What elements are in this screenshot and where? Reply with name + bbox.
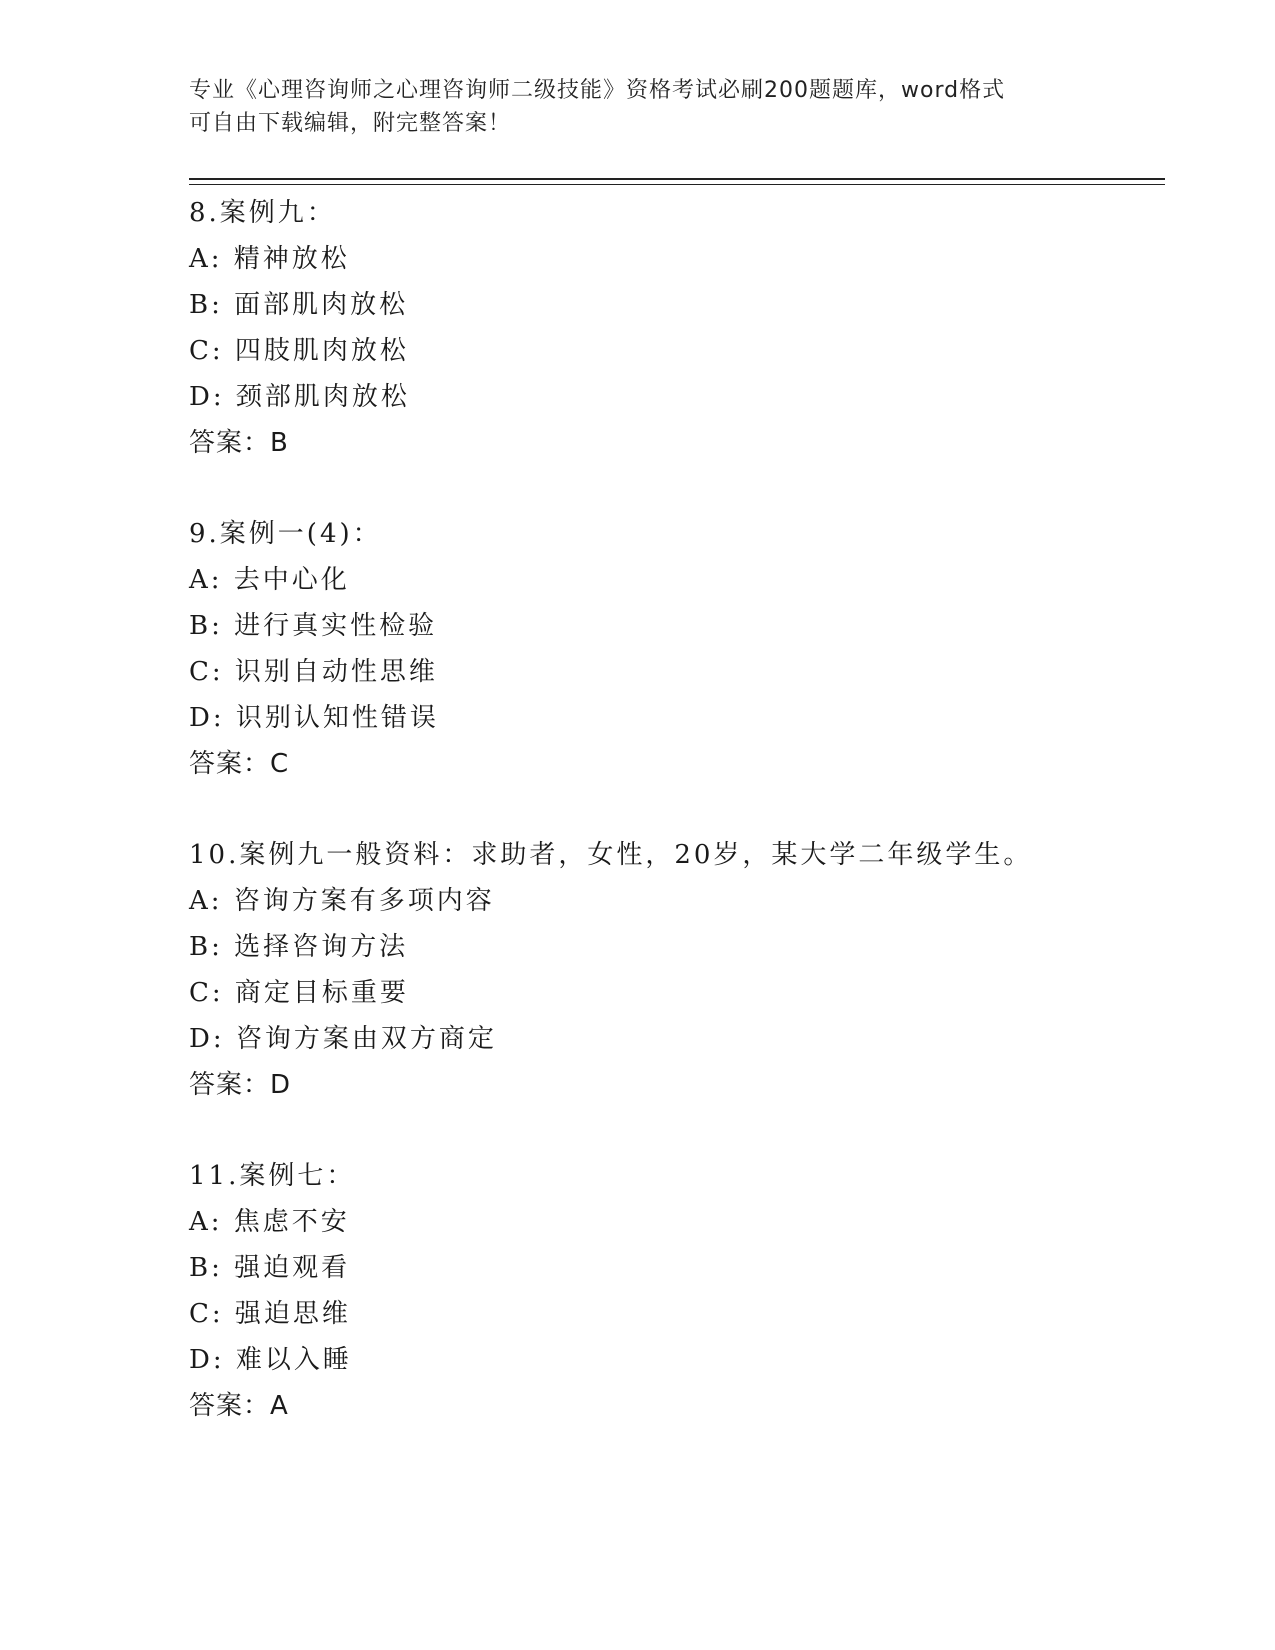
option-a: A: 去中心化 <box>189 565 350 595</box>
answer-line: 答案：A <box>189 1391 289 1421</box>
option-b: B: 进行真实性检验 <box>189 611 438 641</box>
header-divider-thin <box>189 184 1165 185</box>
option-a: A: 精神放松 <box>189 244 350 274</box>
option-d: D: 识别认知性错误 <box>189 703 439 733</box>
question-10 <box>189 832 1165 1108</box>
option-b: B: 选择咨询方法 <box>189 932 409 962</box>
option-d: D: 颈部肌肉放松 <box>189 382 410 412</box>
question-8 <box>189 190 1165 466</box>
option-b: B: 强迫观看 <box>189 1253 351 1283</box>
question-stem: 9.案例一(4)： <box>189 519 382 549</box>
option-a: A: 咨询方案有多项内容 <box>189 886 495 916</box>
option-a: A: 焦虑不安 <box>189 1207 350 1237</box>
option-d: D: 咨询方案由双方商定 <box>189 1024 497 1054</box>
option-c: C: 商定目标重要 <box>189 978 409 1008</box>
question-11 <box>189 1153 1165 1429</box>
question-stem: 11.案例七： <box>189 1161 356 1191</box>
option-c: C: 四肢肌肉放松 <box>189 336 409 366</box>
option-b: B: 面部肌肉放松 <box>189 290 409 320</box>
option-c: C: 强迫思维 <box>189 1299 351 1329</box>
header-line-2: 可自由下载编辑，附完整答案！ <box>189 111 512 136</box>
question-stem: 8.案例九： <box>189 198 336 228</box>
answer-line: 答案：B <box>189 428 289 458</box>
option-d: D: 难以入睡 <box>189 1345 352 1375</box>
header-divider-thick <box>189 178 1165 180</box>
header-line-1: 专业《心理咨询师之心理咨询师二级技能》资格考试必刷200题题库，word格式 <box>189 78 1006 103</box>
document-header <box>189 74 1089 140</box>
question-list <box>189 190 1165 1474</box>
option-c: C: 识别自动性思维 <box>189 657 438 687</box>
answer-line: 答案：C <box>189 749 290 779</box>
question-stem: 10.案例九一般资料：求助者，女性，20岁，某大学二年级学生。 <box>189 840 1033 870</box>
question-9 <box>189 511 1165 787</box>
answer-line: 答案：D <box>189 1070 292 1100</box>
